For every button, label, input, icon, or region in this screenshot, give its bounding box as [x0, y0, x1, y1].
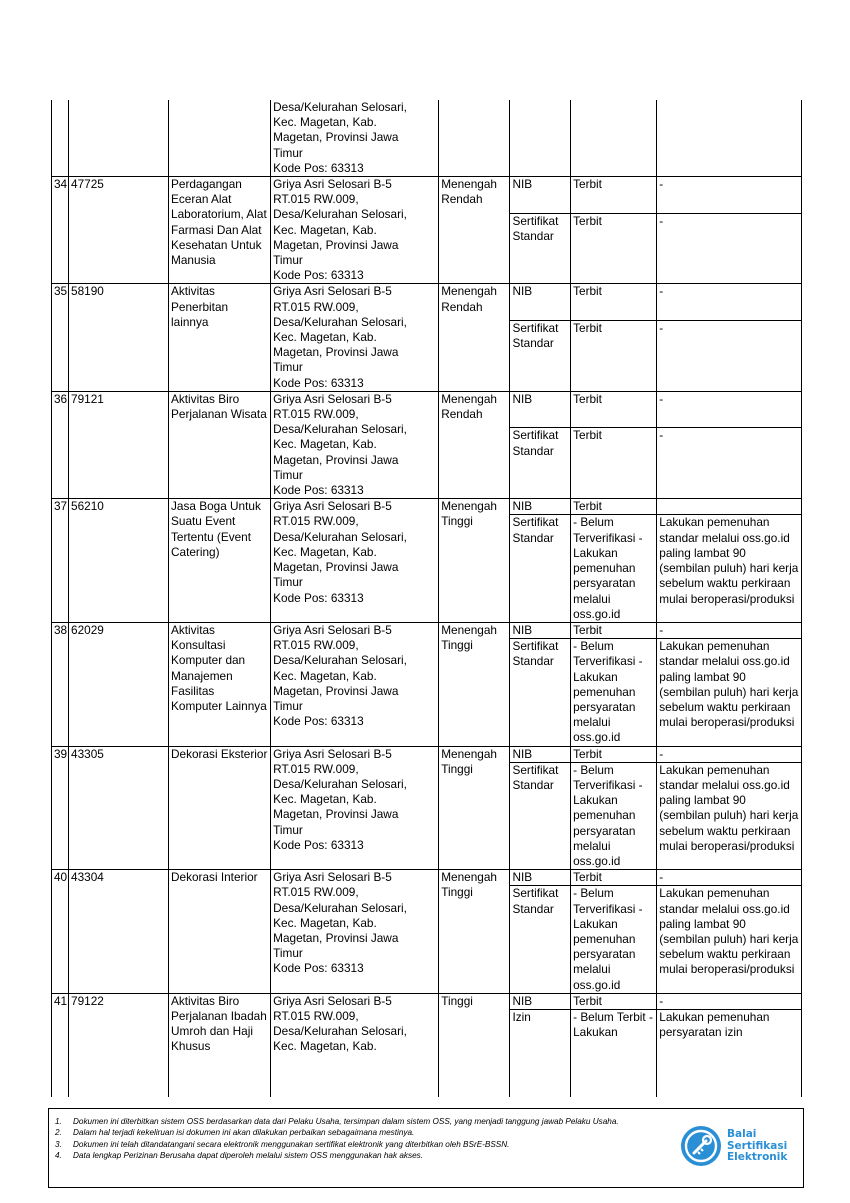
footer-note-text: Dalam hal terjadi kekeliruan isi dokumen ini akan dilakukan perbaikan sebagaimana mestinya.	[73, 1128, 415, 1138]
footer-note-number: 4.	[55, 1150, 62, 1160]
address-line: Desa/Kelurahan Selosari,	[273, 529, 407, 544]
kbli-title: Aktivitas Konsultasi Komputer dan Manajemen Fasilitas Komputer Lainnya	[169, 622, 271, 746]
address-line: Timur	[273, 698, 303, 713]
table-viewport	[51, 100, 803, 1097]
address-cell	[271, 499, 439, 623]
address-line: Kode Pos: 63313	[273, 160, 364, 175]
document-status: Terbit	[571, 177, 657, 214]
kbli-title: Aktivitas Biro Perjalanan Ibadah Umroh dan Haji Khusus	[169, 993, 271, 1097]
document-type: NIB	[510, 746, 571, 762]
document-type: NIB	[510, 870, 571, 886]
address-line: Magetan, Provinsi Jawa	[273, 683, 399, 698]
address-cell	[271, 391, 439, 498]
address-line: Desa/Kelurahan Selosari,	[273, 100, 407, 114]
document-type: Sertifikat Standar	[510, 213, 571, 284]
row-number: 40	[52, 870, 69, 994]
address-line: Kec. Magetan, Kab.	[273, 437, 377, 452]
document-note: -	[657, 622, 802, 638]
address-line: Kec. Magetan, Kab.	[273, 544, 377, 559]
footer-note-text: Dokumen ini diterbitkan sistem OSS berdasarkan data dari Pelaku Usaha, tersimpan dalam sistem OSS, yang menjadi tanggung jawab Pelaku Usaha.	[73, 1117, 619, 1126]
risk-level: Menengah Tinggi	[439, 870, 510, 994]
document-type: Izin	[510, 1009, 571, 1097]
address-line: Griya Asri Selosari B-5	[273, 391, 392, 406]
document-note: Lakukan pemenuhan standar melalui oss.go.id paling lambat 90 (sembilan puluh) hari kerja sebelum waktu perkiraan mulai beroperasi/produksi	[657, 639, 802, 746]
document-type: NIB	[510, 284, 571, 321]
table-row	[52, 746, 802, 762]
kbli-code: 62029	[69, 622, 169, 746]
empty-cell	[439, 100, 510, 177]
address-line: Timur	[273, 946, 303, 961]
address-line: Kec. Magetan, Kab.	[273, 792, 377, 807]
address-cell	[271, 100, 439, 177]
row-number: 38	[52, 622, 69, 746]
document-status: Terbit	[571, 993, 657, 1009]
address-line: Timur	[273, 822, 303, 837]
document-type: NIB	[510, 391, 571, 428]
table-row	[52, 622, 802, 638]
logo-line-3: Elektronik	[727, 1151, 788, 1163]
kbli-title: Perdagangan Eceran Alat Laboratorium, Alat Farmasi Dan Alat Kesehatan Untuk Manusia	[169, 177, 271, 284]
document-note: -	[657, 428, 802, 499]
address-line: Timur	[273, 467, 303, 482]
table-row	[52, 870, 802, 886]
address-line: Magetan, Provinsi Jawa	[273, 130, 399, 145]
risk-level: Menengah Rendah	[439, 177, 510, 284]
risk-level: Tinggi	[439, 993, 510, 1097]
address-line: RT.015 RW.009,	[273, 638, 359, 653]
document-status: - Belum Terverifikasi - Lakukan pemenuhan persyaratan melalui oss.go.id	[571, 762, 657, 869]
address-line: Desa/Kelurahan Selosari,	[273, 900, 407, 915]
risk-level: Menengah Rendah	[439, 284, 510, 391]
address-line: Kec. Magetan, Kab.	[273, 1039, 377, 1054]
kbli-code: 79121	[69, 391, 169, 498]
document-status: Terbit	[571, 213, 657, 284]
address-line: Magetan, Provinsi Jawa	[273, 560, 399, 575]
footer-note-text: Data lengkap Perizinan Berusaha dapat diperoleh melalui sistem OSS menggunakan hak akses.	[73, 1150, 423, 1160]
kbli-title: Dekorasi Eksterior	[169, 746, 271, 870]
document-type: NIB	[510, 177, 571, 214]
document-note: -	[657, 870, 802, 886]
address-line: Griya Asri Selosari B-5	[273, 622, 392, 637]
footer-note	[55, 1127, 695, 1138]
address-line: Desa/Kelurahan Selosari,	[273, 1024, 407, 1039]
empty-cell	[169, 100, 271, 177]
address-line: Desa/Kelurahan Selosari,	[273, 422, 407, 437]
address-line: Kode Pos: 63313	[273, 837, 364, 852]
kbli-code: 47725	[69, 177, 169, 284]
address-cell	[271, 993, 439, 1097]
document-type: NIB	[510, 993, 571, 1009]
address-line: Timur	[273, 253, 303, 268]
document-note: Lakukan pemenuhan standar melalui oss.go.id paling lambat 90 (sembilan puluh) hari kerja sebelum waktu perkiraan mulai beroperasi/produksi	[657, 762, 802, 869]
document-note	[657, 499, 802, 515]
address-line: Kode Pos: 63313	[273, 483, 364, 498]
document-type: Sertifikat Standar	[510, 762, 571, 869]
table-row	[52, 499, 802, 515]
address-line: RT.015 RW.009,	[273, 1008, 359, 1023]
address-line: RT.015 RW.009,	[273, 514, 359, 529]
footer-note-number: 2.	[55, 1128, 62, 1138]
address-line: Magetan, Provinsi Jawa	[273, 345, 399, 360]
address-line: Desa/Kelurahan Selosari,	[273, 314, 407, 329]
address-line: Kec. Magetan, Kab.	[273, 915, 377, 930]
document-status: - Belum Terverifikasi - Lakukan pemenuhan persyaratan melalui oss.go.id	[571, 886, 657, 993]
address-line: Kode Pos: 63313	[273, 714, 364, 729]
kbli-code: 43304	[69, 870, 169, 994]
row-number: 37	[52, 499, 69, 623]
row-number: 39	[52, 746, 69, 870]
footer-notes-box	[48, 1108, 804, 1188]
document-note: Lakukan pemenuhan standar melalui oss.go.id paling lambat 90 (sembilan puluh) hari kerja sebelum waktu perkiraan mulai beroperasi/produksi	[657, 886, 802, 993]
row-number: 35	[52, 284, 69, 391]
kbli-title: Dekorasi Interior	[169, 870, 271, 994]
address-line: Griya Asri Selosari B-5	[273, 993, 392, 1008]
kbli-title: Aktivitas Penerbitan lainnya	[169, 284, 271, 391]
table-row	[52, 993, 802, 1009]
kbli-title: Aktivitas Biro Perjalanan Wisata	[169, 391, 271, 498]
document-note: Lakukan pemenuhan persyaratan izin	[657, 1009, 802, 1097]
footer-note-number: 3.	[55, 1139, 62, 1149]
empty-cell	[52, 100, 69, 177]
business-license-table	[51, 100, 802, 1097]
document-note: -	[657, 993, 802, 1009]
empty-cell	[657, 100, 802, 177]
address-line: Kode Pos: 63313	[273, 268, 364, 283]
address-line: Griya Asri Selosari B-5	[273, 499, 392, 514]
document-status: - Belum Terverifikasi - Lakukan pemenuhan persyaratan melalui oss.go.id	[571, 515, 657, 622]
address-line: Desa/Kelurahan Selosari,	[273, 653, 407, 668]
address-cell	[271, 284, 439, 391]
kbli-code: 43305	[69, 746, 169, 870]
address-cell	[271, 177, 439, 284]
address-line: Magetan, Provinsi Jawa	[273, 237, 399, 252]
document-note: -	[657, 284, 802, 321]
risk-level: Menengah Rendah	[439, 391, 510, 498]
address-line: Kode Pos: 63313	[273, 590, 364, 605]
risk-level: Menengah Tinggi	[439, 746, 510, 870]
address-line: Timur	[273, 575, 303, 590]
address-line: Desa/Kelurahan Selosari,	[273, 776, 407, 791]
document-status: Terbit	[571, 622, 657, 638]
address-line: RT.015 RW.009,	[273, 407, 359, 422]
address-line: Kec. Magetan, Kab.	[273, 668, 377, 683]
footer-notes-list	[55, 1116, 695, 1161]
footer-note-text: Dokumen ini telah ditandatangani secara elektronik menggunakan sertifikat elektronik yang diterbitkan oleh BSrE-BSSN.	[73, 1139, 510, 1149]
document-status: Terbit	[571, 320, 657, 391]
document-status: Terbit	[571, 428, 657, 499]
table-row	[52, 391, 802, 428]
address-cell	[271, 746, 439, 870]
address-line: Timur	[273, 145, 303, 160]
document-type: Sertifikat Standar	[510, 320, 571, 391]
row-number: 36	[52, 391, 69, 498]
document-type: Sertifikat Standar	[510, 428, 571, 499]
document-status: Terbit	[571, 391, 657, 428]
continuation-row	[52, 100, 802, 177]
address-line: Kec. Magetan, Kab.	[273, 222, 377, 237]
kbli-code: 58190	[69, 284, 169, 391]
document-type: NIB	[510, 622, 571, 638]
address-line: Griya Asri Selosari B-5	[273, 177, 392, 192]
document-status: - Belum Terbit - Lakukan	[571, 1009, 657, 1097]
document-status: Terbit	[571, 284, 657, 321]
row-number: 34	[52, 177, 69, 284]
logo-line-2: Sertifikasi	[727, 1139, 788, 1152]
risk-level: Menengah Tinggi	[439, 622, 510, 746]
address-line: Griya Asri Selosari B-5	[273, 746, 392, 761]
document-note: -	[657, 320, 802, 391]
address-line: Griya Asri Selosari B-5	[273, 284, 392, 299]
logo-text	[727, 1129, 787, 1164]
address-line: Kode Pos: 63313	[273, 375, 364, 390]
document-note: -	[657, 391, 802, 428]
table-body	[52, 100, 802, 1097]
kbli-title: Jasa Boga Untuk Suatu Event Tertentu (Event Catering)	[169, 499, 271, 623]
address-cell	[271, 622, 439, 746]
address-line: Kode Pos: 63313	[273, 961, 364, 976]
address-line: Magetan, Provinsi Jawa	[273, 807, 399, 822]
row-number: 41	[52, 993, 69, 1097]
document-type: NIB	[510, 499, 571, 515]
document-type: Sertifikat Standar	[510, 515, 571, 622]
table-row	[52, 177, 802, 214]
address-line: RT.015 RW.009,	[273, 299, 359, 314]
empty-cell	[510, 100, 571, 177]
footer-note	[55, 1150, 695, 1161]
document-status: Terbit	[571, 870, 657, 886]
address-line: Desa/Kelurahan Selosari,	[273, 207, 407, 222]
address-line: Griya Asri Selosari B-5	[273, 870, 392, 885]
address-line: Kec. Magetan, Kab.	[273, 330, 377, 345]
address-line: Timur	[273, 360, 303, 375]
bsre-logo	[681, 1124, 793, 1174]
logo-line-1: Balai	[727, 1128, 757, 1140]
address-line: Magetan, Provinsi Jawa	[273, 930, 399, 945]
document-type: Sertifikat Standar	[510, 886, 571, 993]
footer-note-number: 1.	[55, 1117, 62, 1126]
address-line: Magetan, Provinsi Jawa	[273, 452, 399, 467]
footer-note	[55, 1116, 695, 1127]
address-line: RT.015 RW.009,	[273, 192, 359, 207]
empty-cell	[69, 100, 169, 177]
document-note: -	[657, 213, 802, 284]
document-type: Sertifikat Standar	[510, 639, 571, 746]
empty-cell	[571, 100, 657, 177]
document-status: Terbit	[571, 746, 657, 762]
footer-note	[55, 1139, 695, 1150]
kbli-code: 56210	[69, 499, 169, 623]
document-status: - Belum Terverifikasi - Lakukan pemenuhan persyaratan melalui oss.go.id	[571, 639, 657, 746]
address-cell	[271, 870, 439, 994]
table-row	[52, 284, 802, 321]
document-note: -	[657, 177, 802, 214]
risk-level: Menengah Tinggi	[439, 499, 510, 623]
address-line: RT.015 RW.009,	[273, 885, 359, 900]
address-line: RT.015 RW.009,	[273, 761, 359, 776]
certificate-seal-icon	[681, 1126, 721, 1166]
document-note: Lakukan pemenuhan standar melalui oss.go.id paling lambat 90 (sembilan puluh) hari kerja sebelum waktu perkiraan mulai beroperasi/produksi	[657, 515, 802, 622]
address-line: Kec. Magetan, Kab.	[273, 115, 377, 130]
kbli-code: 79122	[69, 993, 169, 1097]
document-status: Terbit	[571, 499, 657, 515]
document-note: -	[657, 746, 802, 762]
